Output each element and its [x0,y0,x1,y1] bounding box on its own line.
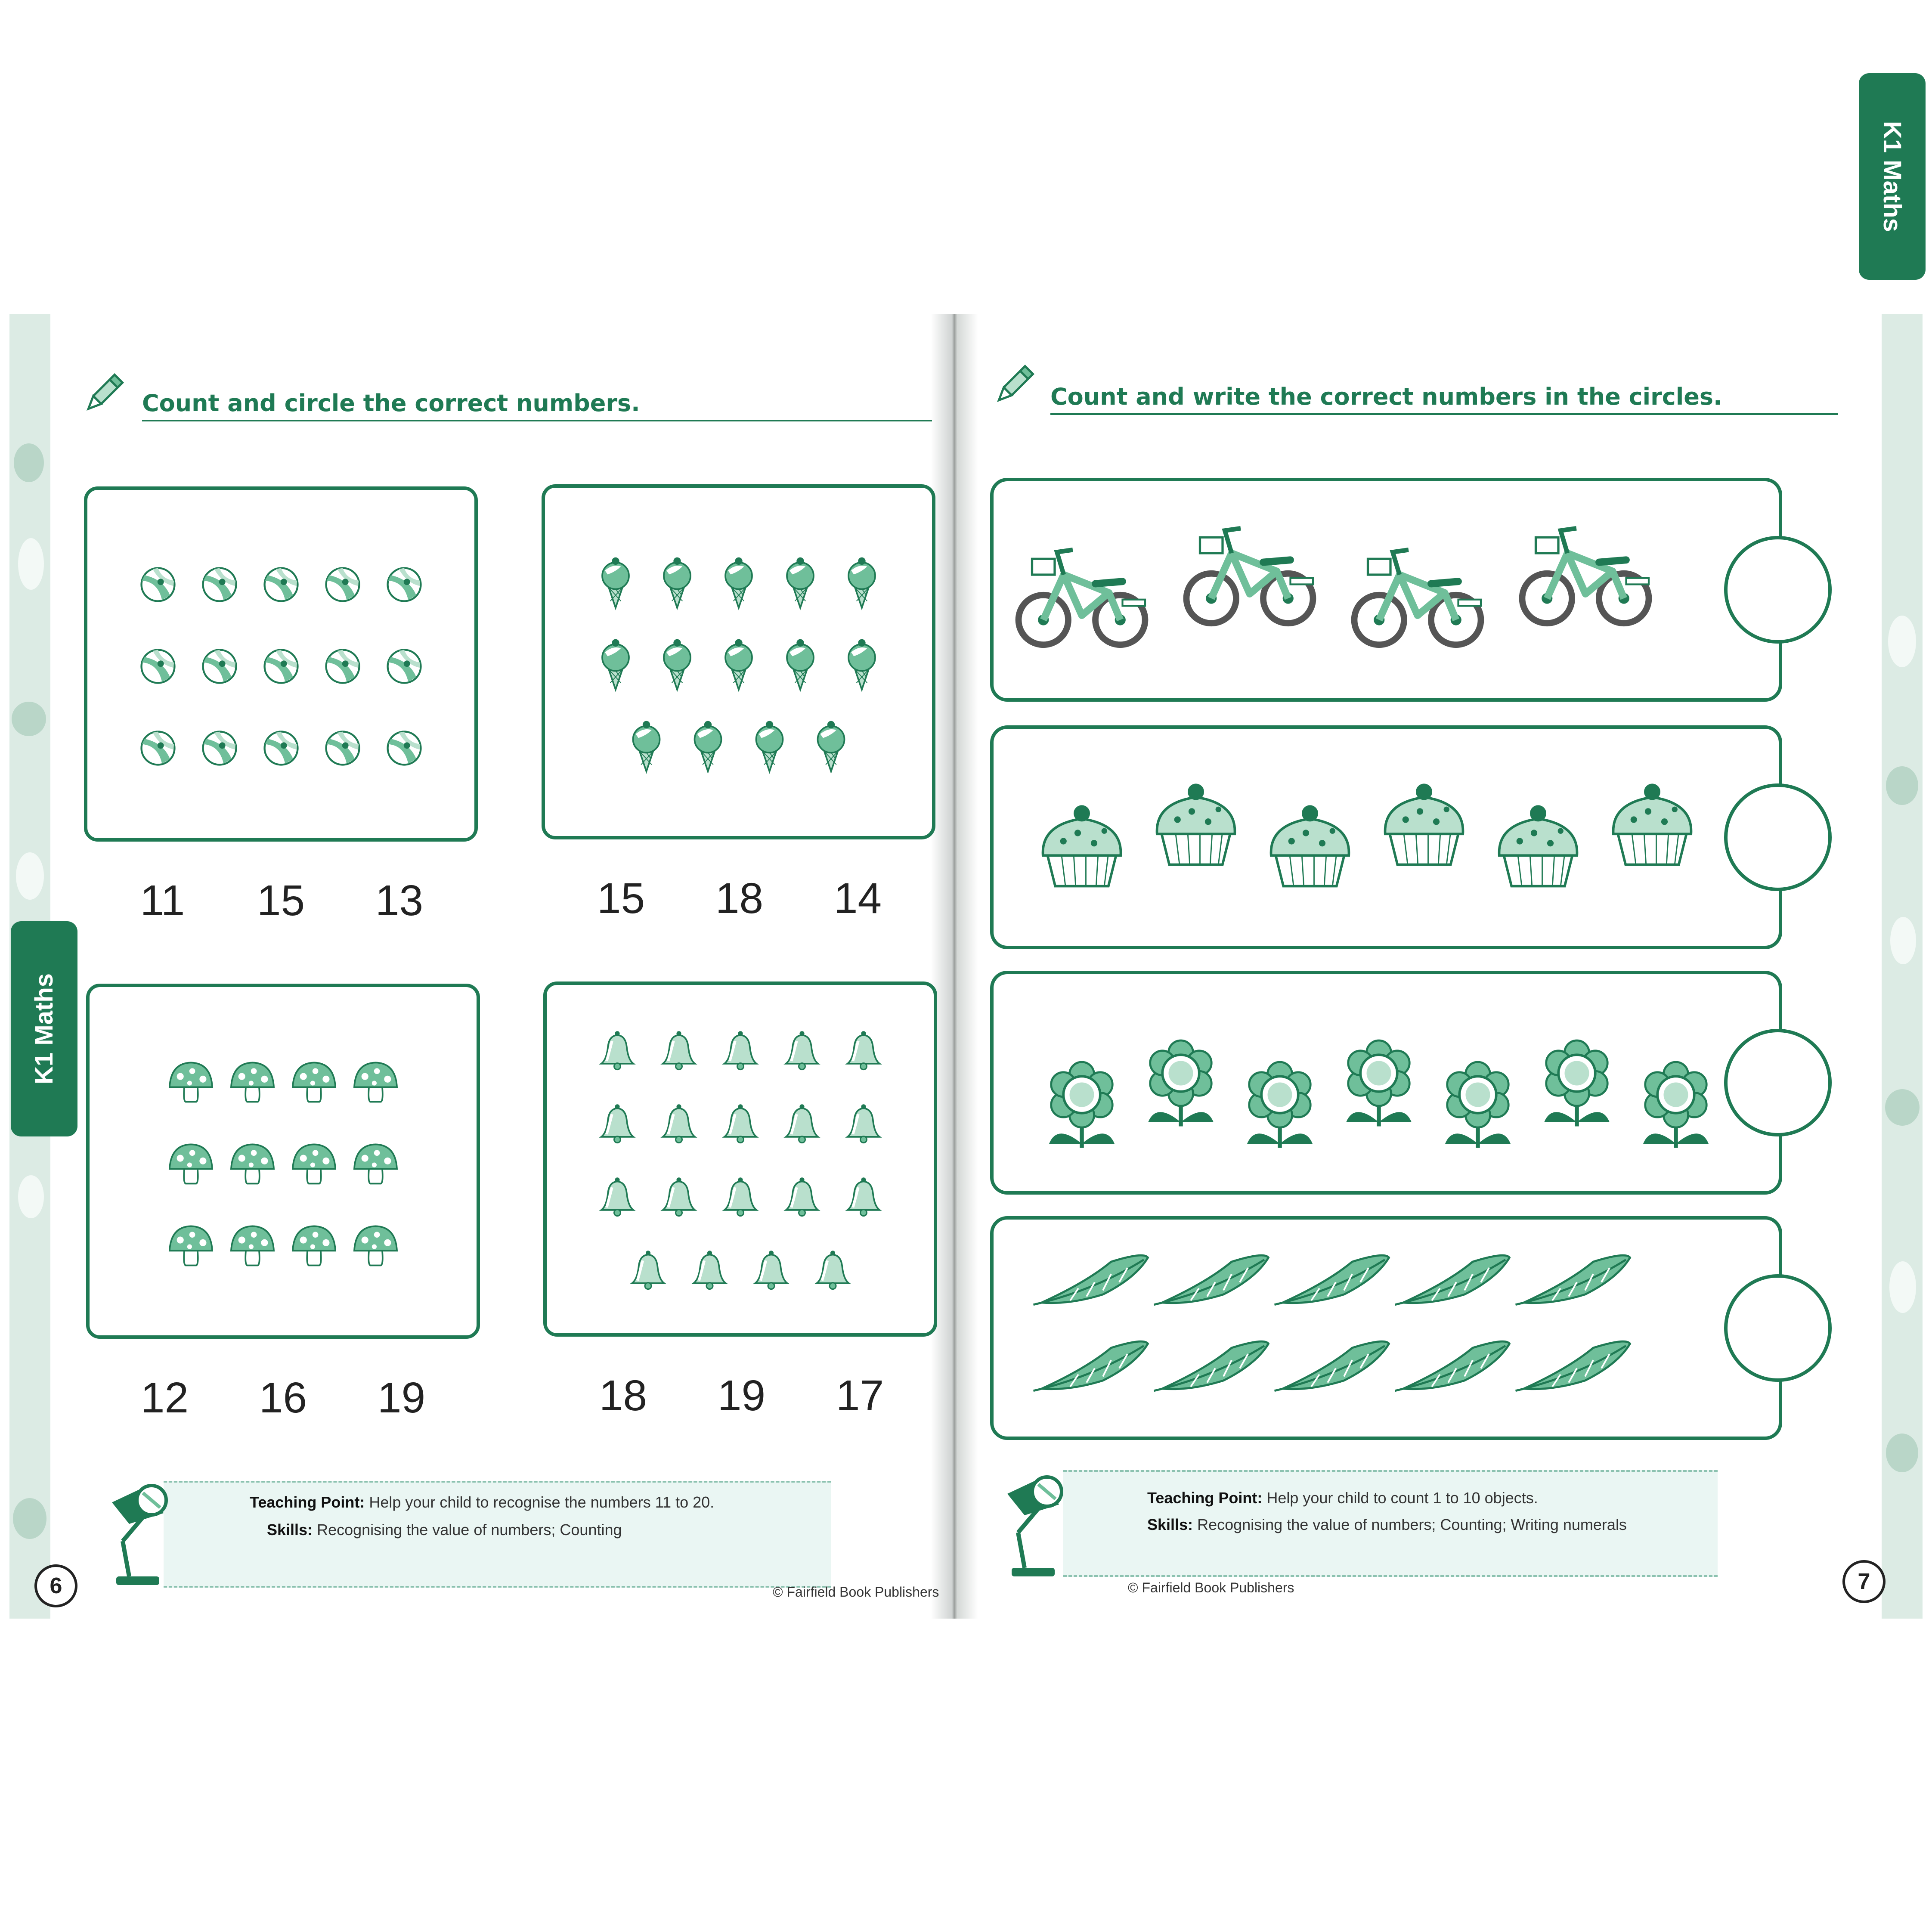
mushroom-icon [170,1144,212,1183]
cupcake-icon [1385,783,1463,864]
subject-tab-left: K1 Maths [11,921,77,1136]
beach-ball-icon [142,650,175,683]
bell-icon [724,1104,756,1142]
copyright-left: © Fairfield Book Publishers [773,1584,939,1600]
copyright-right: © Fairfield Book Publishers [1128,1580,1294,1595]
beach-ball-icon [388,568,421,601]
number-option[interactable]: 14 [833,874,882,923]
feather-icon [1275,1255,1389,1305]
mushroom-icon [170,1062,212,1102]
number-option[interactable]: 15 [597,874,645,923]
mushroom-icon [293,1144,335,1183]
number-option[interactable]: 11 [140,876,185,925]
bell-icon [848,1031,879,1069]
feather-icon [1154,1341,1269,1391]
skills-left: Skills: Recognising the value of numbers; Counting [267,1521,622,1539]
flower-icon [1049,1062,1115,1148]
number-options-balls [103,876,458,926]
flower-icon [1148,1040,1214,1127]
bell-grid [547,985,934,1334]
beach-ball-icon [142,732,175,765]
feather-icon [1034,1341,1148,1391]
ice-cream-cone-icon [756,721,783,771]
cupcake-icon [1157,783,1235,864]
mushroom-icon [170,1226,212,1265]
feather-icon [1516,1255,1630,1305]
flower-icon [1346,1040,1412,1127]
flower-icon [1643,1062,1709,1148]
mushroom-icon [231,1062,274,1102]
bell-icon [817,1251,848,1289]
beach-ball-icon [265,568,298,601]
bell-icon [786,1031,818,1069]
ice-cream-cone-icon [664,557,690,608]
ice-cream-cone-icon [818,721,845,771]
counting-row-bicycles [990,478,1782,702]
cupcake-row [994,729,1682,944]
bell-icon [601,1031,633,1069]
cupcake-icon [1043,805,1121,886]
left-page-title: Count and circle the correct numbers. [142,390,640,417]
number-option[interactable]: 13 [375,876,424,925]
mushroom-icon [231,1144,274,1183]
bicycle-icon [1522,528,1649,623]
ice-cream-cone-icon [602,557,629,608]
beach-ball-grid [87,490,475,839]
bell-icon [724,1031,756,1069]
bell-icon [663,1177,695,1216]
answer-circle-feathers[interactable] [1724,1274,1832,1382]
mushroom-icon [354,1226,397,1265]
counting-box-bells [543,981,937,1337]
bell-icon [848,1177,879,1216]
bicycle-icon [1019,550,1145,645]
skills-right: Skills: Recognising the value of numbers; Counting; Writing numerals [1147,1516,1627,1533]
number-option[interactable]: 19 [377,1374,426,1422]
ice-cream-cone-icon [848,557,875,608]
book-gutter [931,314,978,1619]
number-options-bells [564,1371,919,1421]
ice-cream-cone-icon [725,557,752,608]
beach-ball-icon [326,568,359,601]
cupcake-icon [1499,805,1577,886]
feather-icon [1516,1341,1630,1391]
pencil-icon [990,362,1037,409]
mushroom-icon [293,1062,335,1102]
number-option[interactable]: 17 [836,1372,884,1420]
beach-ball-icon [203,650,236,683]
bell-icon [694,1251,725,1289]
left-title-underline [142,420,932,421]
desk-lamp-icon [103,1477,172,1588]
number-option[interactable]: 18 [599,1372,647,1420]
beach-ball-icon [388,650,421,683]
cupcake-icon [1613,783,1691,864]
ice-cream-cone-icon [664,639,690,690]
beach-ball-icon [265,732,298,765]
ice-cream-cone-icon [602,639,629,690]
bell-icon [724,1177,756,1216]
right-page-edge [1882,314,1923,1619]
pencil-icon [80,370,127,418]
counting-row-feathers [990,1216,1782,1440]
feather-icon [1395,1341,1510,1391]
beach-ball-icon [388,732,421,765]
flower-row [994,974,1682,1189]
answer-circle-cupcakes[interactable] [1724,783,1832,891]
page-number-6: 6 [34,1564,77,1607]
beach-ball-icon [326,732,359,765]
ice-cream-cone-icon [787,639,814,690]
feather-icon [1275,1341,1389,1391]
bell-icon [663,1031,695,1069]
counting-row-flowers [990,971,1782,1195]
ice-cream-cone-icon [725,639,752,690]
flower-icon [1247,1062,1313,1148]
cupcake-icon [1271,805,1349,886]
number-option[interactable]: 15 [257,876,305,925]
mushroom-icon [231,1226,274,1265]
feather-icon [1034,1255,1148,1305]
flower-icon [1445,1062,1511,1148]
bicycle-icon [1354,550,1481,645]
beach-ball-icon [142,568,175,601]
feather-icon [1154,1255,1269,1305]
bicycle-row [994,481,1682,697]
right-page-title: Count and write the correct numbers in the circles. [1050,383,1722,410]
answer-circle-flowers[interactable] [1724,1029,1832,1136]
ice-cream-cone-icon [695,721,721,771]
mushroom-icon [354,1062,397,1102]
ice-cream-cone-icon [787,557,814,608]
ice-cream-cone-icon [633,721,660,771]
bell-icon [601,1177,633,1216]
beach-ball-icon [326,650,359,683]
teaching-point-right: Teaching Point: Help your child to count 1 to 10 objects. [1147,1489,1538,1507]
mushroom-grid [90,987,477,1336]
answer-circle-bicycles[interactable] [1724,536,1832,644]
beach-ball-icon [203,732,236,765]
ice-cream-cone-icon [848,639,875,690]
feather-icon [1395,1255,1510,1305]
mushroom-icon [354,1144,397,1183]
bell-icon [601,1104,633,1142]
number-options-ice-cream [562,874,917,923]
counting-box-ice-cream [542,484,935,839]
page-number-7: 7 [1842,1560,1886,1603]
mushroom-icon [293,1226,335,1265]
bell-icon [632,1251,664,1289]
beach-ball-icon [265,650,298,683]
ice-cream-grid [545,488,932,836]
teaching-point-left: Teaching Point: Help your child to recognise the numbers 11 to 20. [250,1493,715,1511]
desk-lamp-icon [999,1468,1068,1580]
feather-row [994,1220,1682,1435]
bell-icon [755,1251,787,1289]
subject-tab-right: K1 Maths [1859,73,1926,280]
bell-icon [786,1177,818,1216]
counting-box-balls [84,486,478,842]
number-option[interactable]: 12 [140,1374,189,1422]
counting-box-mushrooms [86,984,480,1339]
bell-icon [663,1104,695,1142]
counting-row-cupcakes [990,725,1782,949]
number-options-mushrooms [105,1373,461,1423]
flower-icon [1544,1040,1610,1127]
number-option[interactable]: 19 [717,1372,766,1420]
bell-icon [786,1104,818,1142]
beach-ball-icon [203,568,236,601]
bicycle-icon [1186,528,1313,623]
number-option[interactable]: 18 [715,874,764,923]
right-title-underline [1050,413,1838,415]
bell-icon [848,1104,879,1142]
number-option[interactable]: 16 [259,1374,307,1422]
